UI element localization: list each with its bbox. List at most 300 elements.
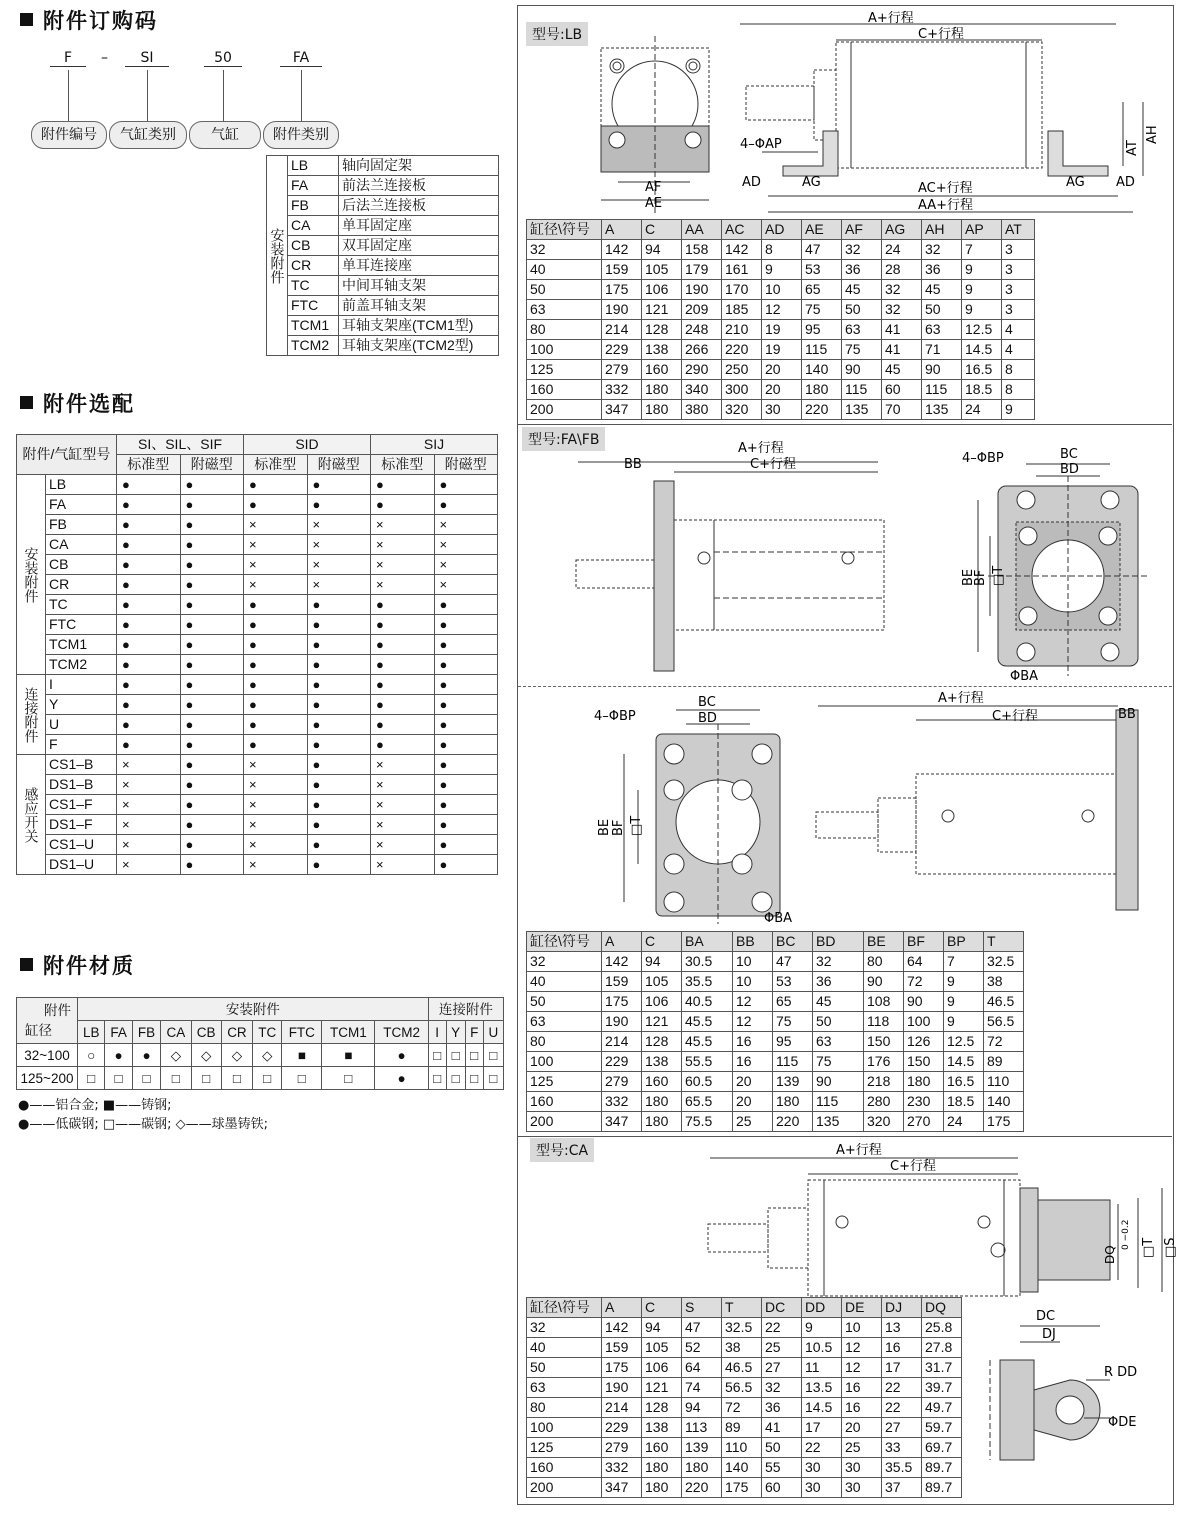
dim-cell: 9 xyxy=(962,260,1002,280)
dim-cell: 10 xyxy=(762,280,802,300)
material-mark: □ xyxy=(282,1067,322,1090)
type-row xyxy=(267,156,499,176)
dim-cell: 9 xyxy=(944,972,984,992)
ca-cylinder-body xyxy=(808,1180,1020,1296)
dim-cell: 89.7 xyxy=(922,1478,962,1498)
dim-cell: 190 xyxy=(602,1012,642,1032)
fb-dim-a: A+行程 xyxy=(938,691,984,706)
dim-cell: 106 xyxy=(642,1358,682,1378)
dim-cell: 10 xyxy=(733,952,773,972)
dim-cell: 180 xyxy=(802,380,842,400)
dim-cell: 7 xyxy=(944,952,984,972)
dim-cell: 32 xyxy=(882,280,922,300)
dim-cell: 63 xyxy=(527,1378,602,1398)
dim-cell: 28 xyxy=(882,260,922,280)
selection-mark: ● xyxy=(180,775,244,795)
dim-cell: 347 xyxy=(602,400,642,420)
dim-cell: 139 xyxy=(682,1438,722,1458)
dim-row xyxy=(527,1092,1024,1112)
dim-cell: 380 xyxy=(682,400,722,420)
dim-cell: 229 xyxy=(602,1418,642,1438)
dim-cell: 16 xyxy=(882,1338,922,1358)
selection-mark: ● xyxy=(244,475,308,495)
selection-mark: ● xyxy=(371,715,435,735)
selection-row xyxy=(17,535,498,555)
series-header: SID xyxy=(244,435,371,455)
dim-cell: 27.8 xyxy=(922,1338,962,1358)
selection-row xyxy=(17,855,498,875)
dim-cell: 279 xyxy=(602,360,642,380)
dim-cell: 180 xyxy=(642,380,682,400)
dim-cell: 46.5 xyxy=(722,1358,762,1378)
material-mark: □ xyxy=(161,1067,191,1090)
dim-cell: 180 xyxy=(682,1458,722,1478)
dim-cell: 12.5 xyxy=(962,320,1002,340)
dim-cell: 53 xyxy=(802,260,842,280)
material-col-header: TCM1 xyxy=(322,1021,375,1044)
selection-mark: × xyxy=(371,855,435,875)
selection-mark: × xyxy=(434,575,498,595)
dim-cell: 24 xyxy=(944,1112,984,1132)
dim-cell: 180 xyxy=(642,1458,682,1478)
dim-cell: 65.5 xyxy=(682,1092,733,1112)
ca-dim-a: A+行程 xyxy=(836,1143,882,1158)
lb-dim-ad: AD xyxy=(742,175,761,190)
dim-cell: 45 xyxy=(813,992,864,1012)
dim-cell: 180 xyxy=(904,1072,944,1092)
fafb-dimension-table xyxy=(526,931,1024,1132)
type-code: TC xyxy=(288,276,339,296)
dim-cell: 50 xyxy=(527,1358,602,1378)
dim-cell: 8 xyxy=(1002,380,1035,400)
dim-cell: 175 xyxy=(602,992,642,1012)
selection-mark: ● xyxy=(434,675,498,695)
dim-row xyxy=(527,972,1024,992)
dim-cell: 63 xyxy=(922,320,962,340)
dim-cell: 50 xyxy=(922,300,962,320)
selection-row xyxy=(17,755,498,775)
dim-cell: 150 xyxy=(864,1032,904,1052)
dim-header: A xyxy=(602,1298,642,1318)
ca-dim-s: □S xyxy=(1163,1237,1178,1258)
dim-row xyxy=(527,320,1035,340)
selection-row xyxy=(17,715,498,735)
selection-row xyxy=(17,615,498,635)
dim-cell: 214 xyxy=(602,1032,642,1052)
dim-cell: 140 xyxy=(984,1092,1024,1112)
dim-cell: 63 xyxy=(527,300,602,320)
dim-cell: 18.5 xyxy=(944,1092,984,1112)
material-bore: 32~100 xyxy=(17,1044,78,1067)
dim-cell: 115 xyxy=(773,1052,813,1072)
dim-cell: 24 xyxy=(962,400,1002,420)
dim-header: DJ xyxy=(882,1298,922,1318)
dim-cell: 94 xyxy=(642,240,682,260)
dim-cell: 20 xyxy=(762,380,802,400)
selection-mark: ● xyxy=(117,695,181,715)
material-col-header: LB xyxy=(78,1021,105,1044)
dim-cell: 53 xyxy=(773,972,813,992)
type-row xyxy=(267,296,499,316)
selection-row xyxy=(17,515,498,535)
dim-header: S xyxy=(682,1298,722,1318)
selection-item: CA xyxy=(46,535,117,555)
dim-cell: 41 xyxy=(762,1418,802,1438)
dim-cell: 139 xyxy=(773,1072,813,1092)
dim-cell: 229 xyxy=(602,340,642,360)
fb-dim-be: BE xyxy=(597,818,612,836)
dim-header: BB xyxy=(733,932,773,952)
dim-cell: 17 xyxy=(802,1418,842,1438)
dim-cell: 280 xyxy=(864,1092,904,1112)
dim-cell: 47 xyxy=(682,1318,722,1338)
lb-dim-af: AF xyxy=(645,180,662,195)
selection-row xyxy=(17,695,498,715)
dim-cell: 75 xyxy=(773,1012,813,1032)
dim-cell: 100 xyxy=(904,1012,944,1032)
dim-header: A xyxy=(602,220,642,240)
dim-cell: 16.5 xyxy=(962,360,1002,380)
dim-cell: 50 xyxy=(527,280,602,300)
dim-header: AD xyxy=(762,220,802,240)
selection-mark: ● xyxy=(180,715,244,735)
dim-cell: 65 xyxy=(773,992,813,1012)
selection-item: LB xyxy=(46,475,117,495)
subcol-header: 附磁型 xyxy=(307,455,371,475)
selection-mark: ● xyxy=(434,635,498,655)
fa-drawing xyxy=(518,436,1172,686)
dim-cell: 270 xyxy=(904,1112,944,1132)
dim-cell: 94 xyxy=(642,1318,682,1338)
code-series: SI xyxy=(125,50,169,67)
selection-table xyxy=(16,434,498,875)
dim-cell: 159 xyxy=(602,260,642,280)
dim-cell: 94 xyxy=(642,952,682,972)
selection-mark: × xyxy=(371,515,435,535)
dim-cell: 185 xyxy=(722,300,762,320)
dim-cell: 160 xyxy=(527,1458,602,1478)
dim-cell: 18.5 xyxy=(962,380,1002,400)
dim-cell: 63 xyxy=(527,1012,602,1032)
dim-row xyxy=(527,1318,962,1338)
dim-cell: 33 xyxy=(882,1438,922,1458)
dim-cell: 63 xyxy=(813,1032,864,1052)
series-header: SIJ xyxy=(371,435,498,455)
selection-mark: × xyxy=(244,535,308,555)
fa-dim-bd: BD xyxy=(1060,462,1079,477)
dim-cell: 80 xyxy=(527,1032,602,1052)
dim-header: AG xyxy=(882,220,922,240)
selection-mark: ● xyxy=(434,615,498,635)
selection-mark: ● xyxy=(434,835,498,855)
dim-cell: 72 xyxy=(904,972,944,992)
material-mark: □ xyxy=(446,1044,465,1067)
selection-item: CS1–U xyxy=(46,835,117,855)
dim-cell: 50 xyxy=(842,300,882,320)
selection-mark: ● xyxy=(180,535,244,555)
dim-cell: 36 xyxy=(842,260,882,280)
dim-cell: 35.5 xyxy=(682,972,733,992)
selection-mark: × xyxy=(244,795,308,815)
dim-cell: 142 xyxy=(722,240,762,260)
selection-group-label: 连接附件 xyxy=(17,675,46,755)
selection-mark: ● xyxy=(307,835,371,855)
dim-header: AA xyxy=(682,220,722,240)
material-col-header: TCM2 xyxy=(375,1021,428,1044)
fa-dim-t: □T xyxy=(991,565,1006,586)
dim-cell: 121 xyxy=(642,1012,682,1032)
fb-dim-bp: 4–ΦBP xyxy=(594,709,636,724)
dim-header: 缸径\符号 xyxy=(527,932,602,952)
dim-cell: 3 xyxy=(1002,260,1035,280)
material-row xyxy=(17,1067,504,1090)
dim-cell: 14.5 xyxy=(962,340,1002,360)
selection-row xyxy=(17,835,498,855)
ca-dq-tolerance: 0 −0.2 xyxy=(1121,1219,1131,1250)
label-cylinder: 气缸 xyxy=(189,121,261,149)
dim-cell: 24 xyxy=(882,240,922,260)
model-tag-fafb: 型号:FA\FB xyxy=(522,427,605,451)
dim-cell: 190 xyxy=(602,1378,642,1398)
material-mark: □ xyxy=(253,1067,282,1090)
selection-row xyxy=(17,815,498,835)
lb-dim-ac: AC+行程 xyxy=(918,181,973,196)
dim-cell: 71 xyxy=(922,340,962,360)
dim-cell: 41 xyxy=(882,340,922,360)
selection-mark: ● xyxy=(117,655,181,675)
selection-mark: × xyxy=(371,755,435,775)
selection-mark: ● xyxy=(371,475,435,495)
material-mark: □ xyxy=(191,1067,221,1090)
dim-cell: 19 xyxy=(762,320,802,340)
selection-mark: × xyxy=(117,795,181,815)
dim-row xyxy=(527,1418,962,1438)
dim-cell: 9 xyxy=(802,1318,842,1338)
dim-cell: 80 xyxy=(527,320,602,340)
dim-cell: 180 xyxy=(642,1478,682,1498)
dim-cell: 135 xyxy=(922,400,962,420)
selection-mark: ● xyxy=(434,715,498,735)
material-mark: □ xyxy=(428,1044,446,1067)
dim-cell: 30 xyxy=(802,1478,842,1498)
selection-mark: ● xyxy=(434,655,498,675)
type-row xyxy=(267,196,499,216)
selection-mark: ● xyxy=(434,775,498,795)
selection-mark: × xyxy=(434,515,498,535)
dim-cell: 220 xyxy=(802,400,842,420)
lb-dim-aa: AA+行程 xyxy=(918,198,974,213)
selection-mark: ● xyxy=(307,735,371,755)
dim-cell: 46.5 xyxy=(984,992,1024,1012)
dim-cell: 142 xyxy=(602,1318,642,1338)
material-mark: □ xyxy=(105,1067,132,1090)
selection-mark: ● xyxy=(371,595,435,615)
selection-group-label: 安装附件 xyxy=(17,475,46,675)
material-mark: □ xyxy=(221,1067,252,1090)
dim-header: 缸径\符号 xyxy=(527,220,602,240)
type-code: FA xyxy=(288,176,339,196)
dim-cell: 52 xyxy=(682,1338,722,1358)
material-mark: □ xyxy=(428,1067,446,1090)
dim-cell: 38 xyxy=(722,1338,762,1358)
dim-cell: 170 xyxy=(722,280,762,300)
dim-cell: 30 xyxy=(842,1478,882,1498)
selection-mark: × xyxy=(244,835,308,855)
code-dash: – xyxy=(101,50,108,66)
selection-mark: ● xyxy=(180,615,244,635)
material-col-header: CB xyxy=(191,1021,221,1044)
dim-cell: 32.5 xyxy=(722,1318,762,1338)
dim-cell: 16 xyxy=(733,1032,773,1052)
type-row xyxy=(267,256,499,276)
material-row xyxy=(17,1044,504,1067)
dim-cell: 90 xyxy=(864,972,904,992)
material-mark: ● xyxy=(375,1067,428,1090)
dim-cell: 90 xyxy=(842,360,882,380)
type-name: 轴向固定架 xyxy=(339,156,499,176)
material-mark: □ xyxy=(465,1044,483,1067)
material-title: 附件材质 xyxy=(20,950,135,980)
selection-mark: × xyxy=(307,515,371,535)
dim-cell: 135 xyxy=(842,400,882,420)
dim-cell: 100 xyxy=(527,340,602,360)
material-mark: ■ xyxy=(322,1044,375,1067)
selection-item: FB xyxy=(46,515,117,535)
dim-header: AT xyxy=(1002,220,1035,240)
dim-header: BF xyxy=(904,932,944,952)
dim-cell: 35.5 xyxy=(882,1458,922,1478)
dim-cell: 7 xyxy=(962,240,1002,260)
dim-cell: 40 xyxy=(527,1338,602,1358)
dim-cell: 160 xyxy=(527,1092,602,1112)
material-corner: 附件 缸径 xyxy=(17,998,78,1044)
dim-row xyxy=(527,1052,1024,1072)
dim-cell: 12 xyxy=(733,1012,773,1032)
dim-cell: 14.5 xyxy=(944,1052,984,1072)
fa-dim-bb: BB xyxy=(624,457,642,472)
selection-row xyxy=(17,555,498,575)
selection-item: FTC xyxy=(46,615,117,635)
fb-flange xyxy=(1116,710,1138,910)
dim-cell: 38 xyxy=(984,972,1024,992)
dim-cell: 332 xyxy=(602,380,642,400)
selection-mark: × xyxy=(117,755,181,775)
lb-cylinder-body xyxy=(836,42,1042,168)
dim-cell: 40 xyxy=(527,972,602,992)
selection-mark: ● xyxy=(180,795,244,815)
dim-cell: 175 xyxy=(984,1112,1024,1132)
dim-header: AP xyxy=(962,220,1002,240)
label-cylinder-category: 气缸类别 xyxy=(109,121,187,149)
fb-drawing xyxy=(518,688,1172,932)
dim-header: AF xyxy=(842,220,882,240)
type-row xyxy=(267,216,499,236)
dim-header: C xyxy=(642,220,682,240)
fb-dim-bb: BB xyxy=(1118,707,1136,722)
selection-mark: ● xyxy=(117,675,181,695)
selection-item: CS1–F xyxy=(46,795,117,815)
dim-cell: 115 xyxy=(813,1092,864,1112)
selection-mark: ● xyxy=(117,535,181,555)
ca-detail-drawing xyxy=(980,1300,1170,1490)
selection-mark: × xyxy=(244,855,308,875)
dim-cell: 80 xyxy=(527,1398,602,1418)
dim-cell: 214 xyxy=(602,1398,642,1418)
dim-cell: 138 xyxy=(642,1052,682,1072)
selection-mark: × xyxy=(307,575,371,595)
selection-mark: × xyxy=(434,555,498,575)
lb-dim-a: A+行程 xyxy=(868,11,914,26)
dim-cell: 126 xyxy=(904,1032,944,1052)
material-mark: ◇ xyxy=(191,1044,221,1067)
dim-header: BE xyxy=(864,932,904,952)
dim-cell: 55 xyxy=(762,1458,802,1478)
fb-dim-bf: BF xyxy=(611,819,626,836)
dim-cell: 10.5 xyxy=(802,1338,842,1358)
material-col-header: Y xyxy=(446,1021,465,1044)
material-bore: 125~200 xyxy=(17,1067,78,1090)
dim-cell: 41 xyxy=(882,320,922,340)
dim-cell: 32 xyxy=(882,300,922,320)
dim-cell: 30.5 xyxy=(682,952,733,972)
dim-cell: 60 xyxy=(882,380,922,400)
dim-cell: 105 xyxy=(642,1338,682,1358)
type-name: 耳轴支架座(TCM2型) xyxy=(339,336,499,356)
dim-cell: 14.5 xyxy=(802,1398,842,1418)
dim-cell: 30 xyxy=(842,1458,882,1478)
type-row xyxy=(267,336,499,356)
dim-cell: 9 xyxy=(762,260,802,280)
dim-cell: 60 xyxy=(762,1478,802,1498)
selection-item: I xyxy=(46,675,117,695)
group-mounting: 安装附件 xyxy=(78,998,429,1021)
selection-mark: ● xyxy=(371,635,435,655)
dim-row xyxy=(527,1358,962,1378)
dim-cell: 89.7 xyxy=(922,1458,962,1478)
dim-header: 缸径\符号 xyxy=(527,1298,602,1318)
fa-dim-bf: BF xyxy=(973,569,988,586)
dim-cell: 332 xyxy=(602,1092,642,1112)
selection-item: F xyxy=(46,735,117,755)
selection-mark: ● xyxy=(117,615,181,635)
ca-dim-dj: DJ xyxy=(1042,1327,1056,1342)
selection-mark: × xyxy=(371,555,435,575)
dim-cell: 175 xyxy=(602,1358,642,1378)
code-bore: 50 xyxy=(204,50,242,67)
dim-cell: 12 xyxy=(842,1338,882,1358)
selection-mark: × xyxy=(117,835,181,855)
selection-mark: ● xyxy=(244,655,308,675)
material-col-header: CA xyxy=(161,1021,191,1044)
type-code: CR xyxy=(288,256,339,276)
selection-item: DS1–U xyxy=(46,855,117,875)
dim-row xyxy=(527,1012,1024,1032)
type-code: TCM2 xyxy=(288,336,339,356)
dim-row xyxy=(527,992,1024,1012)
selection-mark: ● xyxy=(307,715,371,735)
dim-cell: 176 xyxy=(864,1052,904,1072)
dim-cell: 50 xyxy=(813,1012,864,1032)
material-mark: □ xyxy=(132,1067,160,1090)
connector-line xyxy=(223,70,224,122)
material-col-header: FA xyxy=(105,1021,132,1044)
ca-dim-de: ΦDE xyxy=(1108,1415,1137,1430)
ca-dimension-table xyxy=(526,1297,962,1498)
dim-cell: 64 xyxy=(904,952,944,972)
dim-header: T xyxy=(984,932,1024,952)
dim-cell: 89 xyxy=(722,1418,762,1438)
dim-cell: 140 xyxy=(722,1458,762,1478)
